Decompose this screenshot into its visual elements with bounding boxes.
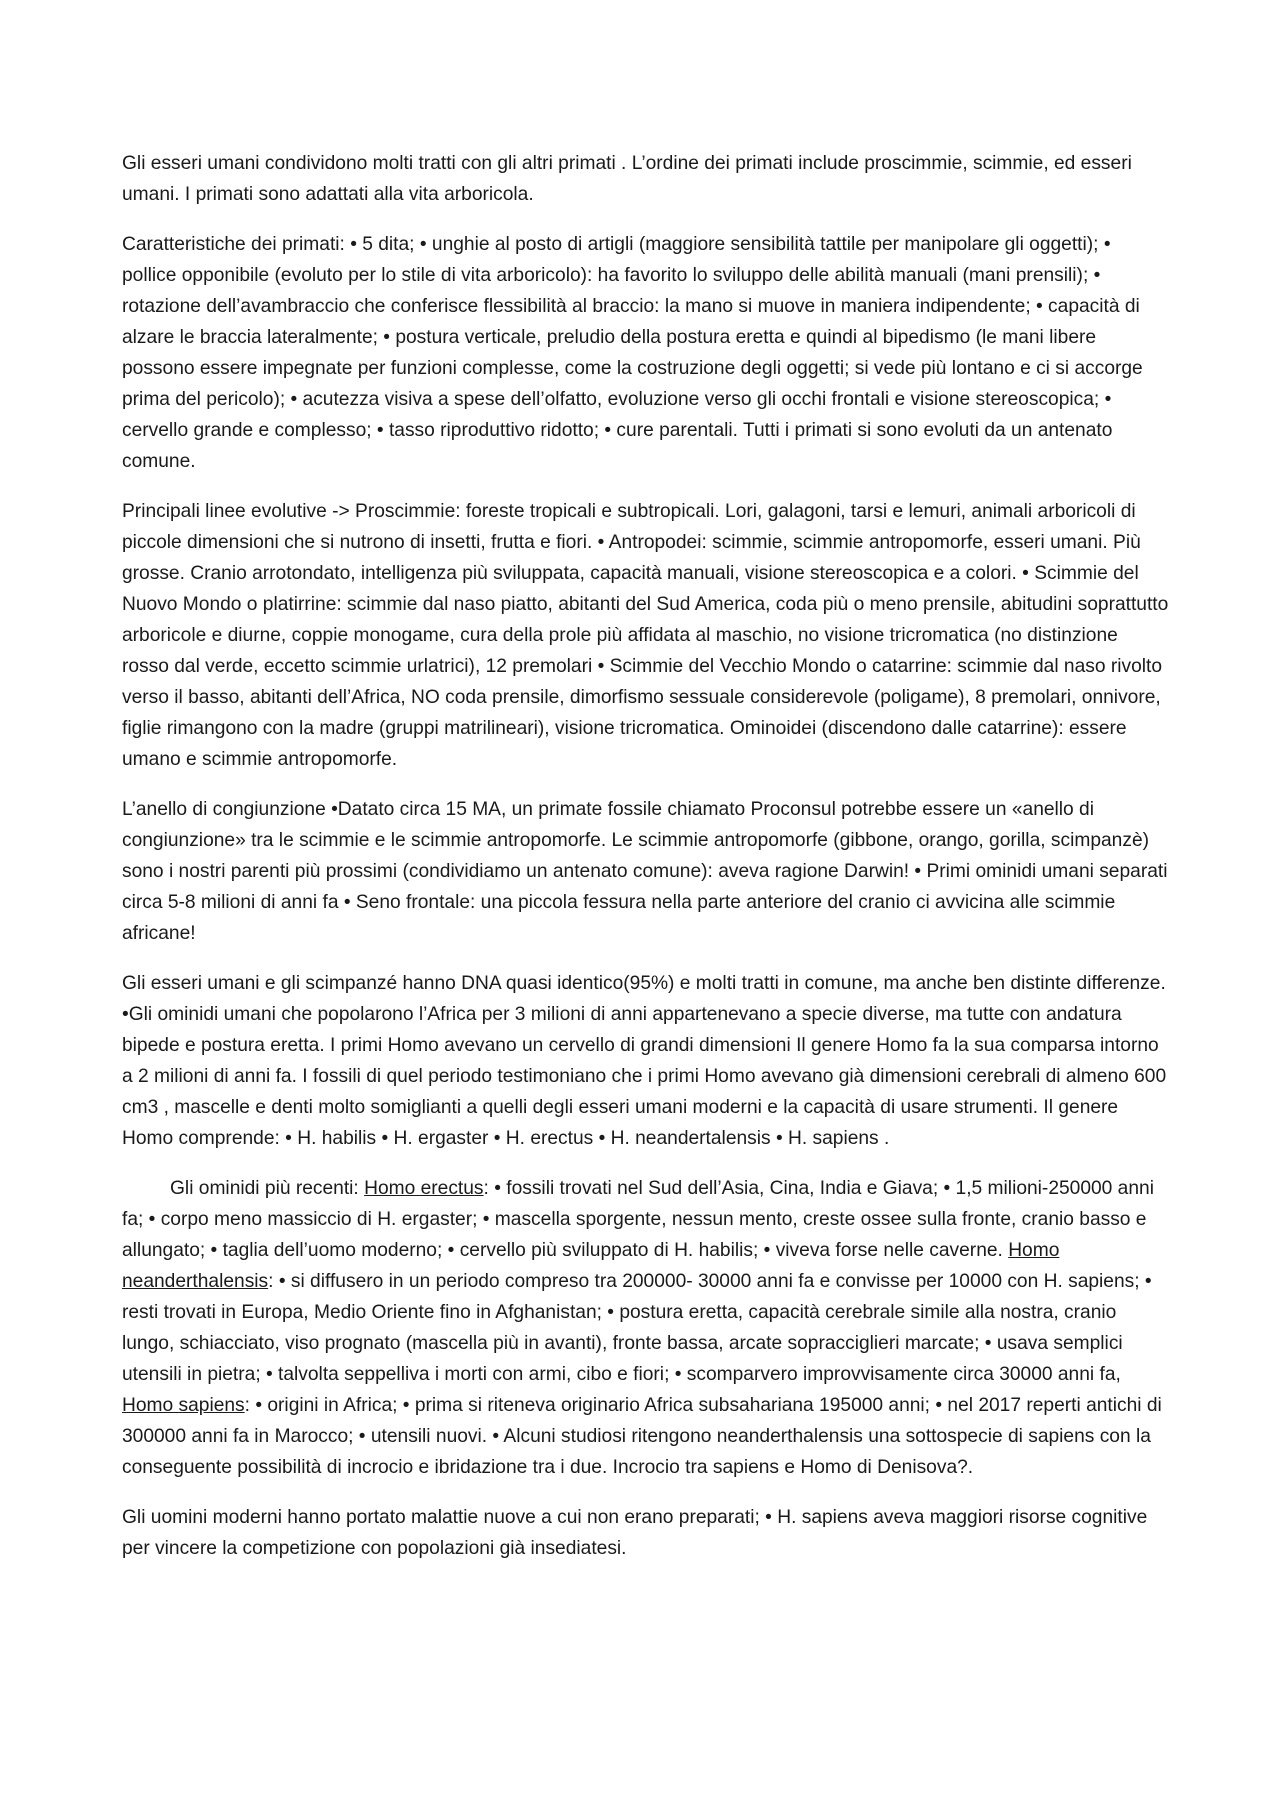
- homo-sapiens-heading: Homo sapiens: [122, 1395, 245, 1416]
- paragraph-homo-genus: Gli esseri umani e gli scimpanzé hanno DNA quasi identico(95%) e molti tratti in comune, ma anche ben distinte differenze. •Gli ominidi umani che popolarono l’Africa per 3 milioni di anni appartenevano a specie diverse, ma tutte con andatura bipede e postura eretta. I primi Homo avevano un cervello di grandi dimensioni Il genere Homo fa la sua comparsa intorno a 2 milioni di anni fa. I fossili di quel periodo testimoniano che i primi Homo avevano già dimensioni cerebrali di almeno 600 cm3 , mascelle e denti molto somiglianti a quelli degli esseri umani moderni e la capacità di usare strumenti. Il genere Homo comprende: • H. habilis • H. ergaster • H. erectus • H. neandertalensis • H. sapiens .: [122, 973, 1167, 1149]
- homo-erectus-text: : • fossili trovati nel Sud dell’Asia, Cina, India e Giava; • 1,5 milioni-250000 anni fa; • corpo meno massiccio di H. ergaster; • mascella sporgente, nessun mento, creste ossee sulla fronte, cranio basso e allungato; • taglia dell’uomo moderno; • cervello più sviluppato di H. habilis; • viveva forse nelle caverne.: [122, 1178, 1154, 1261]
- paragraph-primate-traits: Caratteristiche dei primati: • 5 dita; • unghie al posto di artigli (maggiore sensibilità tattile per manipolare gli oggetti); • pollice opponibile (evoluto per lo stile di vita arboricolo): ha favorito lo sviluppo delle abilità manuali (mani prensili); • rotazione dell’avambraccio che conferisce flessibilità al braccio: la mano si muove in maniera indipendente; • capacità di alzare le braccia lateralmente; • postura verticale, preludio della postura eretta e quindi al bipedismo (le mani libere possono essere impegnate per funzioni complesse, come la costruzione degli oggetti; si vede più lontano e ci si accorge prima del pericolo); • acutezza visiva a spese dell’olfatto, evoluzione verso gli occhi frontali e visione stereoscopica; • cervello grande e complesso; • tasso riproduttivo ridotto; • cure parentali. Tutti i primati si sono evoluti da un antenato comune.: [122, 234, 1143, 472]
- recent-hominids-intro: Gli ominidi più recenti:: [170, 1178, 365, 1199]
- document-page: [122, 148, 1170, 1583]
- homo-neanderthalensis-heading: Homo neanderthalensis: [122, 1240, 1060, 1292]
- homo-neanderthalensis-text: : • si diffusero in un periodo compreso tra 200000- 30000 anni fa e convisse per 10000 con H. sapiens; • resti trovati in Europa, Medio Oriente fino in Afghanistan; • postura eretta, capacità cerebrale simile alla nostra, cranio lungo, schiacciato, viso prognato (mascella più in avanti), fronte bassa, arcate sopracciglieri marcate; • usava semplici utensili in pietra; • talvolta seppelliva i morti con armi, cibo e fiori; • scomparvero improvvisamente circa 30000 anni fa,: [122, 1271, 1152, 1385]
- paragraph-missing-link: L’anello di congiunzione •Datato circa 15 MA, un primate fossile chiamato Proconsul potrebbe essere un «anello di congiunzione» tra le scimmie e le scimmie antropomorfe. Le scimmie antropomorfe (gibbone, orango, gorilla, scimpanzè) sono i nostri parenti più prossimi (condividiamo un antenato comune): aveva ragione Darwin! • Primi ominidi umani separati circa 5-8 milioni di anni fa • Seno frontale: una piccola fessura nella parte anteriore del cranio ci avvicina alle scimmie africane!: [122, 799, 1168, 944]
- paragraph-modern-humans: Gli uomini moderni hanno portato malattie nuove a cui non erano preparati; • H. sapiens aveva maggiori risorse cognitive per vincere la competizione con popolazioni già insediatesi.: [122, 1507, 1148, 1559]
- paragraph-evolutionary-lines: Principali linee evolutive -> Proscimmie: foreste tropicali e subtropicali. Lori, galagoni, tarsi e lemuri, animali arboricoli di piccole dimensioni che si nutrono di insetti, frutta e fiori. • Antropodei: scimmie, scimmie antropomorfe, esseri umani. Più grosse. Cranio arrotondato, intelligenza più sviluppata, capacità manuali, visione stereoscopica e a colori. • Scimmie del Nuovo Mondo o platirrine: scimmie dal naso piatto, abitanti del Sud America, coda più o meno prensile, abitudini soprattutto arboricole e diurne, coppie monogame, cura della prole più affidata al maschio, no visione tricromatica (no distinzione rosso dal verde, eccetto scimmie urlatrici), 12 premolari • Scimmie del Vecchio Mondo o catarrine: scimmie dal naso rivolto verso il basso, abitanti dell’Africa, NO coda prensile, dimorfismo sessuale considerevole (poligame), 8 premolari, onnivore, figlie rimangono con la madre (gruppi matrilineari), visione tricromatica. Ominoidei (discendono dalle catarrine): essere umano e scimmie antropomorfe.: [122, 501, 1169, 770]
- homo-erectus-heading: Homo erectus: [364, 1178, 484, 1199]
- homo-sapiens-text: : • origini in Africa; • prima si riteneva originario Africa subsahariana 195000 anni; • nel 2017 reperti antichi di 300000 anni fa in Marocco; • utensili nuovi. • Alcuni studiosi ritengono neanderthalensis una sottospecie di sapiens con la conseguente possibilità di incrocio e ibridazione tra i due. Incrocio tra sapiens e Homo di Denisova?.: [122, 1395, 1162, 1478]
- paragraph-primates-intro: Gli esseri umani condividono molti tratti con gli altri primati . L’ordine dei primati include proscimmie, scimmie, ed esseri umani. I primati sono adattati alla vita arboricola.: [122, 153, 1132, 205]
- paragraph-recent-hominids: [122, 1173, 1170, 1483]
